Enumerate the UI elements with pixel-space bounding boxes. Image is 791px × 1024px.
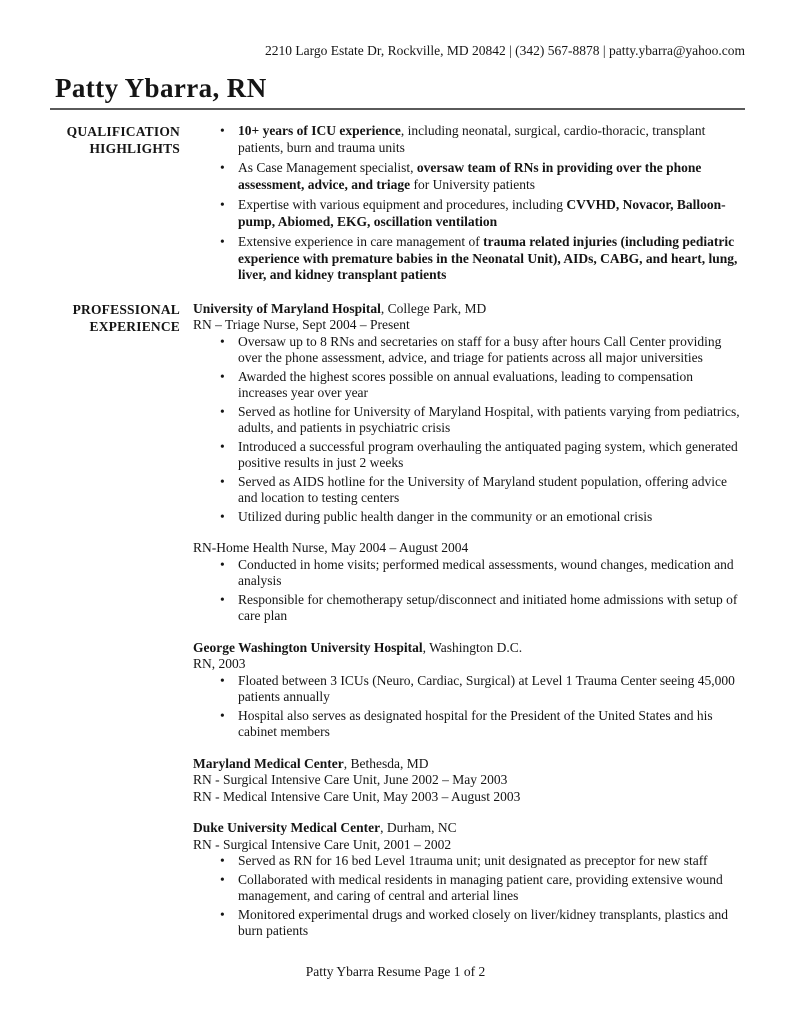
page-footer: Patty Ybarra Resume Page 1 of 2 (305, 964, 486, 979)
bullet-item: • Served as hotline for University of Maryland Hospital, with patients varying from pediatrics, adults, and patients in psychiatric crisis (193, 404, 745, 437)
role-line: RN, 2003 (193, 656, 246, 671)
role-line: RN - Surgical Intensive Care Unit, June 2002 – May 2003 (193, 772, 508, 787)
bold-text-run: trauma related injuries (including pediatric experience with premature babies in the Neonatal Unit), AIDs, CABG, and heart, lung, liver, and kidney transplant patients (238, 234, 738, 282)
job-entry (193, 640, 745, 741)
text-run: As Case Management specialist, (238, 160, 417, 175)
company-name: Duke University Medical Center (193, 820, 381, 835)
section-label-line: EXPERIENCE (89, 318, 180, 334)
text-run: , including neonatal, surgical, cardio-thoracic, transplant patients, burn and trauma units (238, 123, 706, 155)
company-line (193, 640, 745, 657)
company-line (193, 820, 745, 837)
bold-text-run: 10+ years of ICU experience (238, 123, 401, 138)
company-line (193, 756, 745, 773)
company-location: , Durham, NC (380, 820, 457, 835)
bold-text-run: CVVHD, Novacor, Balloon-pump, Abiomed, EKG, oscillation ventilation (238, 197, 726, 229)
company-line (193, 301, 745, 318)
role-line: RN-Home Health Nurse, May 2004 – August 2004 (193, 540, 469, 555)
header-divider (50, 108, 745, 110)
qualification-content (193, 123, 745, 288)
section-label-qualification (55, 123, 180, 288)
company-name: University of Maryland Hospital (193, 300, 381, 316)
company-name: Maryland Medical Center (193, 755, 344, 771)
text-run: Expertise with various equipment and procedures, including (238, 197, 567, 212)
bullet-item: • Utilized during public health danger in the community or an emotional crisis (193, 509, 745, 526)
bullet-item (193, 160, 745, 193)
text-run: for University patients (410, 176, 535, 192)
section-label-experience (55, 301, 180, 942)
page-title: Patty Ybarra, RN (55, 73, 267, 103)
role-line: RN - Surgical Intensive Care Unit, 2001 – 2002 (193, 836, 452, 852)
bullet-item: • Served as AIDS hotline for the University of Maryland student population, offering advice and location to testing centers (193, 474, 745, 507)
bullet-item: • Oversaw up to 8 RNs and secretaries on staff for a busy after hours Call Center providing over the phone assessment, advice, and triage for patients across all major universities (193, 334, 745, 367)
bullet-item: • Monitored experimental drugs and worked closely on liver/kidney transplants, plastics and burn patients (193, 907, 745, 940)
bullet-item: • Responsible for chemotherapy setup/disconnect and initiated home admissions with setup of care plan (193, 592, 745, 625)
bullet-item: • Collaborated with medical residents in managing patient care, providing extensive wound management, and caring of central and arterial lines (193, 872, 745, 905)
section-label-line: QUALIFICATION (66, 124, 180, 139)
section-qualification-highlights (55, 123, 745, 288)
company-location: , Washington D.C. (422, 639, 523, 655)
bullet-item (193, 197, 745, 230)
bullet-item: • Awarded the highest scores possible on annual evaluations, leading to compensation increases year over year (193, 369, 745, 402)
bullet-item (193, 123, 745, 156)
job-entry (193, 756, 745, 806)
job-bullet-list (193, 334, 745, 526)
company-location: , College Park, MD (380, 300, 487, 316)
section-label-line: HIGHLIGHTS (89, 141, 180, 156)
contact-info: 2210 Largo Estate Dr, Rockville, MD 20842 | (342) 567-8878 | patty.ybarra@yahoo.com (265, 43, 745, 58)
company-location: , Bethesda, MD (343, 755, 429, 771)
job-entry (193, 820, 745, 940)
bullet-item: • Conducted in home visits; performed medical assessments, wound changes, medication and analysis (193, 557, 745, 590)
company-name: George Washington University Hospital (193, 639, 423, 655)
bullet-item: • Hospital also serves as designated hospital for the President of the United States and his cabinet members (193, 708, 745, 741)
bullet-item: • Introduced a successful program overhauling the antiquated paging system, which generated positive results in just 2 weeks (193, 439, 745, 472)
bullet-item: • Floated between 3 ICUs (Neuro, Cardiac, Surgical) at Level 1 Trauma Center seeing 45,000 patients annually (193, 673, 745, 706)
text-run: Extensive experience in care management of (238, 234, 484, 249)
section-label-line: PROFESSIONAL (72, 301, 180, 317)
qualification-bullet-list (193, 123, 745, 284)
role-line: RN – Triage Nurse, Sept 2004 – Present (193, 317, 410, 332)
role-line: RN - Medical Intensive Care Unit, May 2003 – August 2003 (193, 788, 521, 804)
section-professional-experience (55, 301, 745, 942)
job-bullet-list (193, 673, 745, 741)
job-entry (193, 540, 745, 625)
bullet-item: • Served as RN for 16 bed Level 1trauma unit; unit designated as preceptor for new staff (193, 853, 745, 870)
job-bullet-list (193, 853, 745, 940)
bullet-item (193, 234, 745, 284)
job-bullet-list (193, 557, 745, 625)
experience-content (193, 301, 745, 942)
bold-text-run: oversaw team of RNs in providing over the phone assessment, advice, and triage (238, 160, 702, 192)
job-entry (193, 301, 745, 526)
